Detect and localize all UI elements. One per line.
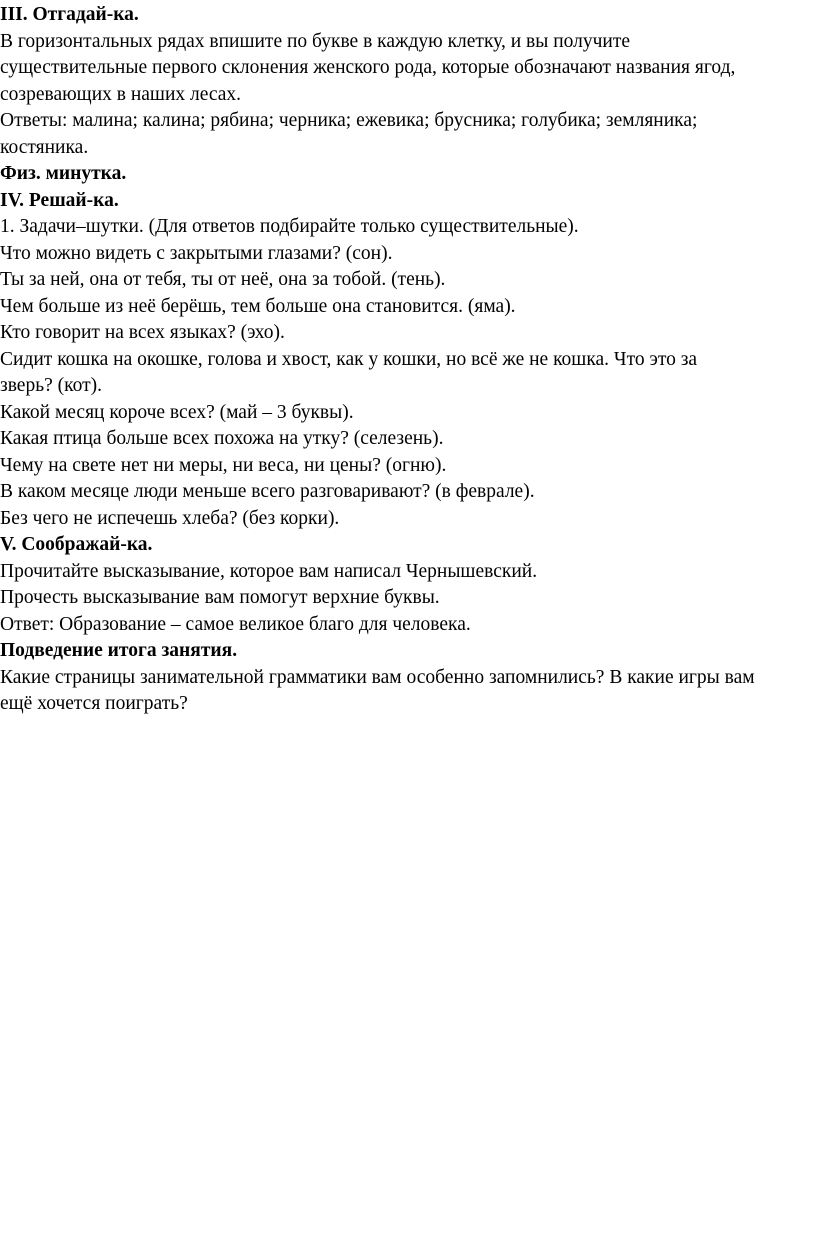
- riddle-line: В каком месяце люди меньше всего разговаривают? (в феврале).: [0, 481, 535, 502]
- paragraph-line: созревающих в наших лесах.: [0, 83, 242, 105]
- section-heading: V. Соображай-ка.: [0, 534, 153, 555]
- paragraph-line: В горизонтальных рядах впишите по букве в каждую клетку, и вы получите: [0, 30, 631, 52]
- riddle-line: Кто говорит на всех языках? (эхо).: [0, 322, 285, 343]
- paragraph-line: Какие страницы занимательной грамматики вам особенно запомнились? В какие игры вам: [0, 666, 755, 688]
- answers-line: Ответы: малина; калина; рябина; черника; ежевика; брусника; голубика; земляника;: [0, 110, 698, 131]
- paragraph-line: Прочитайте высказывание, которое вам написал Чернышевский.: [0, 560, 538, 582]
- riddle-line: Какая птица больше всех похожа на утку? (селезень).: [0, 428, 444, 449]
- section-guess: [0, 2, 816, 161]
- answer-line: Ответ: Образование – самое великое благо для человека.: [0, 613, 471, 635]
- section-heading: IV. Решай-ка.: [0, 189, 119, 211]
- section-heading: Подведение итога занятия.: [0, 640, 238, 661]
- paragraph-line: существительные первого склонения женского рода, которые обозначают названия ягод,: [0, 57, 736, 78]
- riddle-line: Ты за ней, она от тебя, ты от неё, она за тобой. (тень).: [0, 269, 446, 290]
- section-think: [0, 532, 816, 638]
- riddle-line: Что можно видеть с закрытыми глазами? (сон).: [0, 242, 393, 264]
- task-intro-line: 1. Задачи–шутки. (Для ответов подбирайте только существительные).: [0, 216, 579, 237]
- paragraph-line: Прочесть высказывание вам помогут верхние буквы.: [0, 587, 440, 608]
- riddle-line: Сидит кошка на окошке, голова и хвост, как у кошки, но всё же не кошка. Что это за: [0, 348, 698, 370]
- riddle-line: зверь? (кот).: [0, 375, 102, 396]
- section-exercise-break: [0, 161, 816, 188]
- section-solve: [0, 188, 816, 533]
- riddle-line: Какой месяц короче всех? (май – 3 буквы).: [0, 401, 354, 423]
- riddle-line: Чему на свете нет ни меры, ни веса, ни цены? (огню).: [0, 454, 447, 476]
- riddle-line: Без чего не испечешь хлеба? (без корки).: [0, 507, 340, 529]
- section-heading: III. Отгадай-ка.: [0, 4, 139, 25]
- section-heading: Физ. минутка.: [0, 163, 127, 184]
- answers-line: костяника.: [0, 136, 89, 158]
- section-summary: [0, 638, 816, 718]
- riddle-line: Чем больше из неё берёшь, тем больше она становится. (яма).: [0, 295, 516, 317]
- paragraph-line: ещё хочется поиграть?: [0, 693, 188, 714]
